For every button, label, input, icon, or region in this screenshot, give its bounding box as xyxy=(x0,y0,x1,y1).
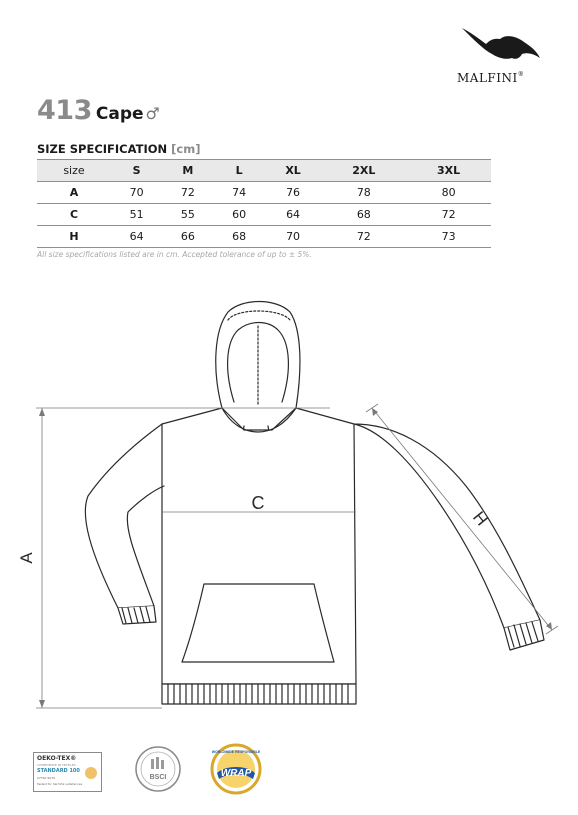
hoodie-diagram xyxy=(0,290,578,720)
table-cell: 51 xyxy=(129,208,144,221)
spec-unit: [cm] xyxy=(171,142,201,156)
male-symbol-icon: ♂ xyxy=(145,104,160,123)
spec-title-text: SIZE SPECIFICATION xyxy=(37,142,168,156)
table-row xyxy=(37,182,491,204)
table-cell: 72 xyxy=(356,230,371,243)
bsci-label: BSCI xyxy=(149,774,167,781)
table-cell: 72 xyxy=(180,186,195,199)
bsci-badge xyxy=(134,745,182,793)
table-cell: 72 xyxy=(441,208,456,221)
table-cell: 78 xyxy=(356,186,371,199)
oeko-standard: STANDARD 100 xyxy=(37,768,80,774)
oeko-code: 07TS0 9079 xyxy=(37,776,56,780)
table-cell: 74 xyxy=(232,186,247,199)
table-cell: 60 xyxy=(232,208,247,221)
table-cell: 55 xyxy=(180,208,195,221)
oeko-tex-badge xyxy=(33,752,102,792)
table-cell: 68 xyxy=(356,208,371,221)
product-heading xyxy=(37,95,160,127)
label-c: C xyxy=(251,493,265,513)
table-row xyxy=(37,204,491,226)
tolerance-note: All size specifications listed are in cm. Accepted tolerance of up to ± 5%. xyxy=(37,250,312,259)
bird-icon xyxy=(460,24,542,66)
brand-name: MALFINI xyxy=(457,71,518,85)
row-label: H xyxy=(69,230,79,243)
spec-title xyxy=(37,142,200,156)
column-header: L xyxy=(235,164,243,177)
oeko-title: OEKO-TEX® xyxy=(37,755,77,762)
wrap-badge xyxy=(207,743,265,795)
oeko-subtitle: CONFIDENCE IN TEXTILES xyxy=(37,763,76,767)
table-cell: 76 xyxy=(286,186,301,199)
brand-logo xyxy=(455,24,550,88)
row-label: A xyxy=(69,186,79,199)
table-header-row xyxy=(37,160,491,182)
label-a: A xyxy=(17,552,36,564)
size-table xyxy=(37,159,491,248)
product-code: 413 xyxy=(37,95,92,126)
column-header: size xyxy=(63,164,85,177)
label-h: H xyxy=(469,507,492,530)
registered-mark: ® xyxy=(517,71,525,78)
table-cell: 64 xyxy=(129,230,144,243)
right-sleeve xyxy=(354,424,540,628)
row-label: C xyxy=(69,208,79,221)
oeko-tested: Tested for harmful substances xyxy=(37,782,83,786)
table-cell: 66 xyxy=(180,230,195,243)
table-cell: 70 xyxy=(129,186,144,199)
wrap-label: WRAP xyxy=(220,768,252,779)
column-header: 2XL xyxy=(352,164,376,177)
body-outline xyxy=(162,408,356,684)
column-header: M xyxy=(182,164,194,177)
table-cell: 70 xyxy=(286,230,301,243)
oeko-seal-icon xyxy=(85,767,97,779)
table-cell: 68 xyxy=(232,230,247,243)
table-cell: 64 xyxy=(286,208,301,221)
table-row xyxy=(37,226,491,248)
table-cell: 80 xyxy=(441,186,456,199)
waistband xyxy=(162,684,356,704)
product-name: Cape xyxy=(95,104,144,124)
column-header: 3XL xyxy=(437,164,461,177)
column-header: S xyxy=(132,164,141,177)
wrap-ring-text: WORLDWIDE RESPONSIBLE xyxy=(211,750,261,754)
column-header: XL xyxy=(285,164,301,177)
dimension-h-line xyxy=(372,408,552,630)
left-sleeve xyxy=(85,424,164,608)
table-cell: 73 xyxy=(441,230,456,243)
